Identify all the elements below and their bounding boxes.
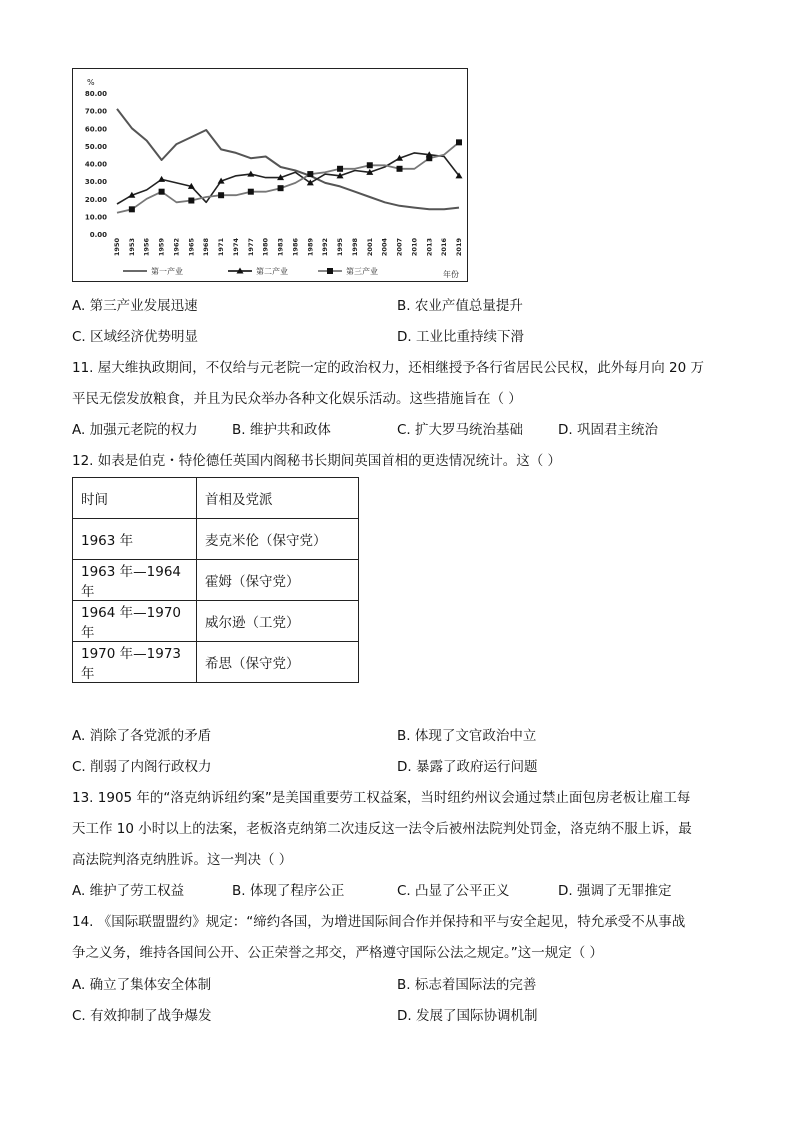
x-tick-label: 1998 (350, 238, 359, 257)
y-tick-label: 40.00 (84, 160, 107, 169)
q14-stem-line2: 争之义务，维持各国间公开、公正荣誉之邦交，严格遵守国际公法之规定。”这一规定（ ） (72, 945, 604, 961)
x-tick-label: 1956 (142, 238, 151, 257)
q13-option-c[interactable]: C. 凸显了公平正义 (397, 883, 510, 899)
q10-option-d[interactable]: D. 工业比重持续下滑 (397, 329, 524, 345)
q13-stem-line3: 高法院判洛克纳胜诉。这一判决（ ） (72, 852, 293, 868)
x-tick-label: 1965 (187, 238, 196, 257)
q11-option-d[interactable]: D. 巩固君主统治 (558, 422, 658, 438)
y-tick-label: 70.00 (84, 107, 107, 116)
x-tick-label: 1995 (336, 238, 345, 257)
legend-label: 第二产业 (256, 267, 288, 276)
q13-stem-line2: 天工作 10 小时以上的法案，老板洛克纳第二次违反这一法令后被州法院判处罚金，洛克纳不服上诉，最 (72, 821, 692, 837)
table-cell: 1963 年 (73, 519, 197, 560)
q14-stem-line1: 14. 《国际联盟盟约》规定：“缔约各国，为增进国际间合作并保持和平与安全起见，特允承受不从事战 (72, 914, 686, 930)
table-cell: 1964 年—1970 年 (73, 601, 197, 642)
series-marker-triangle (158, 176, 165, 182)
table-cell: 1963 年—1964 年 (73, 560, 197, 601)
x-tick-label: 1980 (261, 238, 270, 257)
x-tick-label: 1977 (246, 238, 255, 257)
q12-option-b[interactable]: B. 体现了文官政治中立 (397, 728, 537, 744)
q13-option-a[interactable]: A. 维护了劳工权益 (72, 883, 185, 899)
q11-option-c[interactable]: C. 扩大罗马统治基础 (397, 422, 524, 438)
table-row (73, 519, 359, 560)
series-marker-square (218, 192, 224, 198)
y-tick-label: 20.00 (84, 195, 107, 204)
series-marker-square (397, 166, 403, 172)
table-row (73, 601, 359, 642)
x-tick-label: 1950 (113, 238, 121, 257)
series-marker-square (337, 166, 343, 172)
x-tick-label: 1992 (321, 238, 330, 257)
table-cell: 麦克米伦（保守党） (197, 519, 359, 560)
q10-option-a[interactable]: A. 第三产业发展迅速 (72, 298, 198, 314)
q10-option-b[interactable]: B. 农业产值总量提升 (397, 298, 523, 314)
q14-option-d[interactable]: D. 发展了国际协调机制 (397, 1008, 538, 1024)
x-tick-label: 1962 (172, 238, 181, 257)
q11-option-b[interactable]: B. 维护共和政体 (232, 422, 331, 438)
x-tick-label: 1968 (202, 238, 211, 257)
series-marker-square (159, 189, 165, 195)
table-cell: 希思（保守党） (197, 642, 359, 683)
y-axis-unit-label: % (87, 78, 95, 87)
series-marker-square (367, 162, 373, 168)
q12-option-a[interactable]: A. 消除了各党派的矛盾 (72, 728, 212, 744)
x-tick-label: 1953 (127, 238, 136, 257)
q11-stem-line2: 平民无偿发放粮食，并且为民众举办各种文化娱乐活动。这些措施旨在（ ） (72, 391, 522, 407)
table-header-cell: 时间 (73, 478, 197, 519)
q14-option-a[interactable]: A. 确立了集体安全体制 (72, 977, 212, 993)
y-tick-label: 60.00 (84, 125, 107, 134)
table-row (73, 560, 359, 601)
y-tick-label: 80.00 (84, 90, 107, 98)
y-tick-label: 50.00 (84, 142, 107, 151)
table-header-row (73, 478, 359, 519)
x-tick-label: 1986 (291, 238, 300, 257)
x-tick-label: 2016 (440, 238, 449, 257)
q10-option-c[interactable]: C. 区域经济优势明显 (72, 329, 199, 345)
x-tick-label: 2019 (455, 238, 463, 257)
q11-stem-line1: 11. 屋大维执政期间，不仅给与元老院一定的政治权力，还相继授予各行省居民公民权，此外每月向 20 万 (72, 360, 705, 376)
y-tick-label: 30.00 (84, 178, 107, 187)
x-tick-label: 1983 (276, 238, 285, 257)
legend-marker-square (327, 268, 333, 274)
q13-stem-line1: 13. 1905 年的“洛克纳诉纽约案”是美国重要劳工权益案，当时纽约州议会通过禁止面包房老板让雇工每 (72, 790, 691, 806)
legend-label: 第一产业 (151, 267, 183, 276)
series-marker-square (248, 189, 254, 195)
table-cell: 威尔逊（工党） (197, 601, 359, 642)
x-tick-label: 2010 (410, 238, 419, 257)
x-tick-label: 2013 (425, 238, 434, 257)
series-line (117, 109, 459, 209)
x-tick-label: 2001 (365, 238, 374, 257)
q13-option-b[interactable]: B. 体现了程序公正 (232, 883, 345, 899)
series-marker-square (278, 185, 284, 191)
series-marker-square (307, 171, 313, 177)
series-marker-square (426, 155, 432, 161)
x-tick-label: 1971 (217, 238, 226, 257)
table-cell: 1970 年—1973 年 (73, 642, 197, 683)
table-header-cell: 首相及党派 (197, 478, 359, 519)
q12-stem: 12. 如表是伯克・特伦德任英国内阁秘书长期间英国首相的更迭情况统计。这（ ） (72, 453, 562, 469)
series-marker-square (129, 206, 135, 212)
series-marker-square (188, 198, 194, 204)
table-cell: 霍姆（保守党） (197, 560, 359, 601)
x-tick-label: 1989 (306, 238, 315, 257)
legend-label: 第三产业 (346, 267, 378, 276)
q14-option-c[interactable]: C. 有效抑制了战争爆发 (72, 1008, 212, 1024)
y-tick-label: 10.00 (84, 213, 107, 222)
chart-canvas (73, 69, 467, 281)
industry-share-line-chart (72, 68, 468, 282)
x-tick-label: 2007 (395, 238, 404, 257)
q12-option-c[interactable]: C. 削弱了内阁行政权力 (72, 759, 212, 775)
x-tick-label: 1959 (157, 238, 166, 257)
q11-option-a[interactable]: A. 加强元老院的权力 (72, 422, 198, 438)
q13-option-d[interactable]: D. 强调了无罪推定 (558, 883, 672, 899)
x-tick-label: 2004 (380, 238, 389, 257)
series-marker-square (456, 139, 462, 145)
x-tick-label: 1974 (231, 238, 240, 257)
x-axis-unit-label: 年份 (443, 270, 459, 279)
q12-option-d[interactable]: D. 暴露了政府运行问题 (397, 759, 538, 775)
y-tick-label: 0.00 (89, 231, 107, 239)
table-row (73, 642, 359, 683)
q14-option-b[interactable]: B. 标志着国际法的完善 (397, 977, 537, 993)
prime-minister-table (72, 477, 359, 683)
